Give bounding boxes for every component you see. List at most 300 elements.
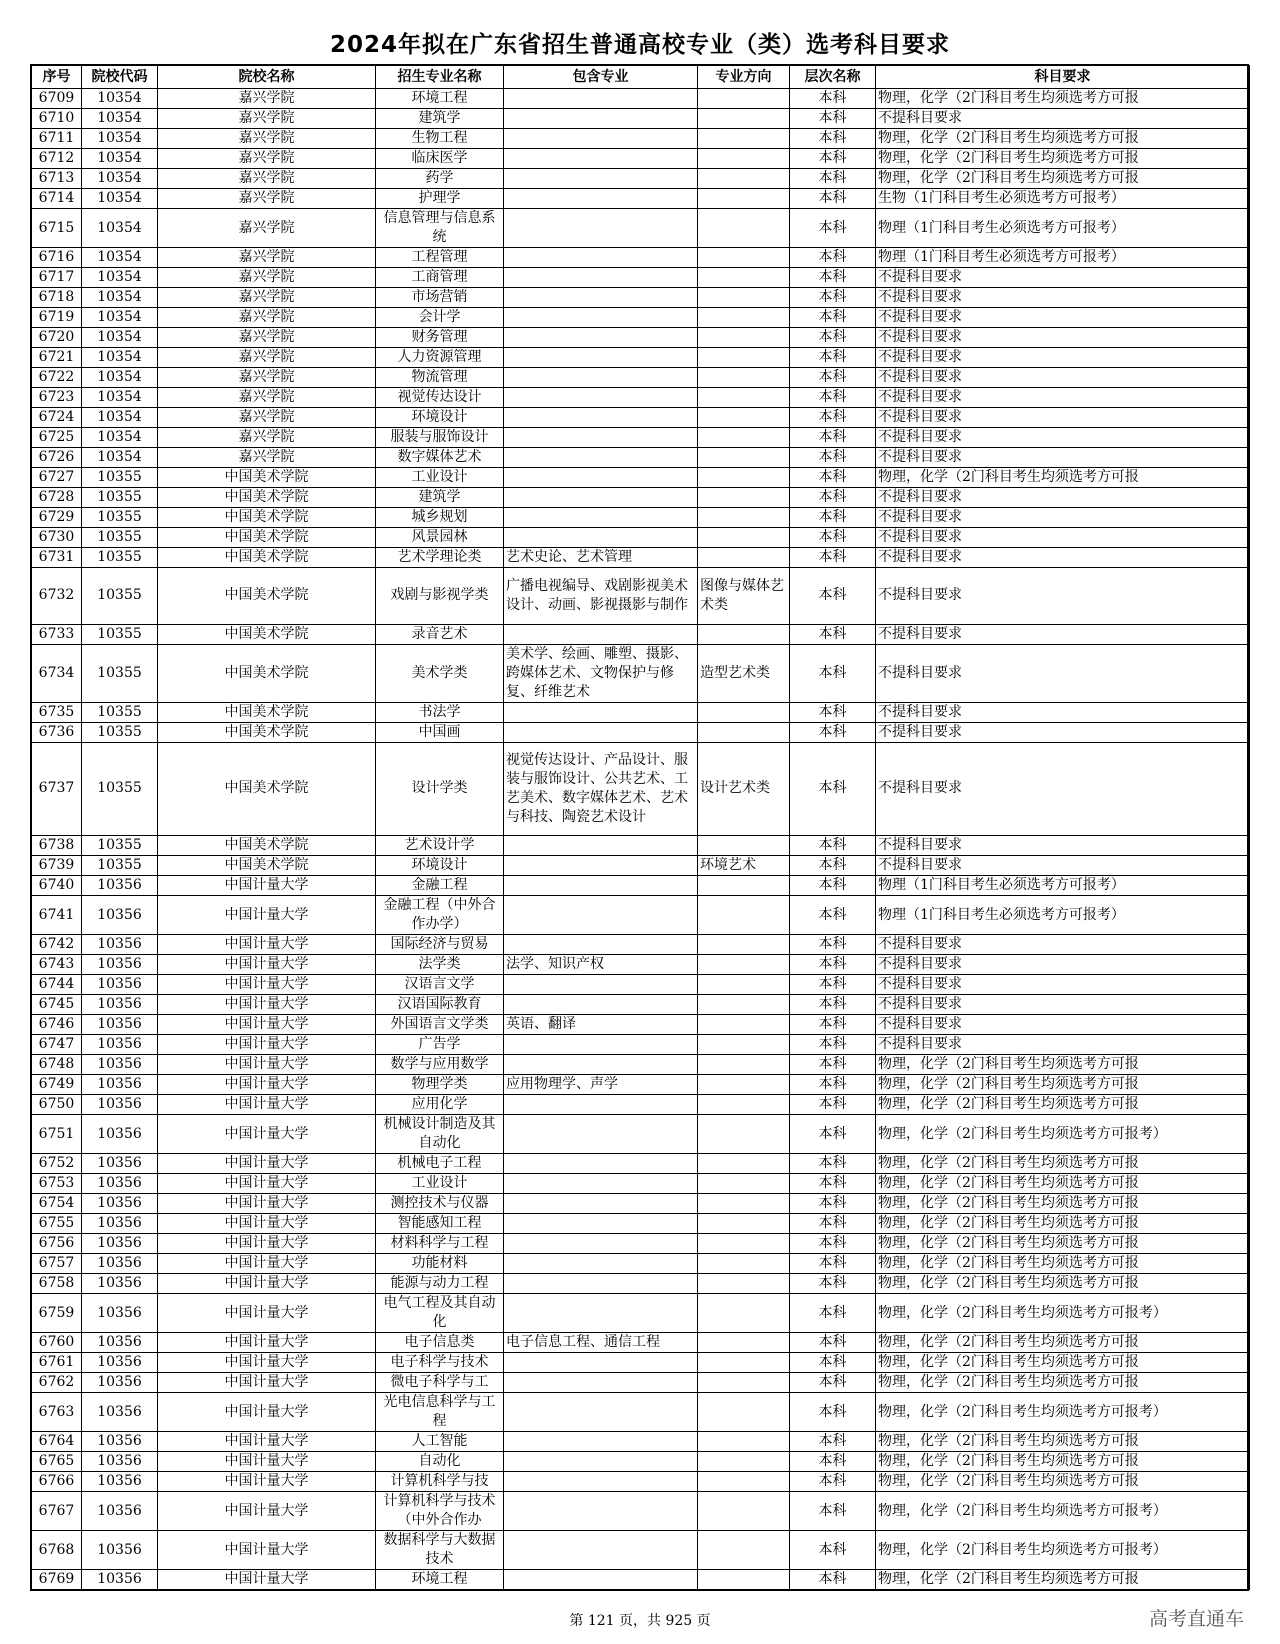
cell-level: 本科 (790, 1234, 876, 1254)
cell-school-code: 10356 (82, 1432, 158, 1452)
table-header-row (32, 66, 1250, 89)
cell-level: 本科 (790, 1373, 876, 1393)
page-title: 2024年拟在广东省招生普通高校专业（类）选考科目要求 (329, 32, 950, 58)
cell-direction (698, 308, 790, 328)
cell-seq: 6723 (32, 388, 82, 408)
cell-requirement: 不提科目要求 (876, 975, 1250, 995)
cell-school-code: 10354 (82, 448, 158, 468)
cell-school-name: 中国计量大学 (158, 1174, 376, 1194)
cell-included-majors (504, 488, 698, 508)
cell-direction (698, 1055, 790, 1075)
table-row (32, 1154, 1250, 1174)
cell-requirement: 物理，化学（2门科目考生均须选考方可报 (876, 1234, 1250, 1254)
cell-school-code: 10356 (82, 1115, 158, 1154)
cell-major-name: 设计学类 (376, 742, 504, 836)
cell-direction (698, 1353, 790, 1373)
cell-school-name: 嘉兴学院 (158, 308, 376, 328)
cell-school-code: 10354 (82, 109, 158, 129)
cell-school-code: 10355 (82, 644, 158, 702)
table-row (32, 548, 1250, 568)
cell-direction (698, 508, 790, 528)
cell-level: 本科 (790, 1254, 876, 1274)
cell-included-majors (504, 1035, 698, 1055)
cell-major-name: 测控技术与仪器 (376, 1194, 504, 1214)
cell-included-majors (504, 109, 698, 129)
table-row (32, 1015, 1250, 1035)
cell-included-majors (504, 975, 698, 995)
cell-school-code: 10355 (82, 508, 158, 528)
cell-school-code: 10356 (82, 1075, 158, 1095)
cell-requirement: 不提科目要求 (876, 268, 1250, 288)
cell-seq: 6748 (32, 1055, 82, 1075)
cell-included-majors: 法学、知识产权 (504, 955, 698, 975)
cell-level: 本科 (790, 528, 876, 548)
cell-requirement: 不提科目要求 (876, 995, 1250, 1015)
table-row (32, 1294, 1250, 1333)
table-row (32, 702, 1250, 722)
cell-school-code: 10355 (82, 624, 158, 644)
cell-school-code: 10356 (82, 1154, 158, 1174)
cell-seq: 6750 (32, 1095, 82, 1115)
table-row (32, 1492, 1250, 1531)
table-row (32, 1452, 1250, 1472)
cell-requirement: 不提科目要求 (876, 935, 1250, 955)
table-row (32, 955, 1250, 975)
cell-seq: 6759 (32, 1294, 82, 1333)
cell-included-majors (504, 368, 698, 388)
cell-level: 本科 (790, 89, 876, 109)
cell-requirement: 物理，化学（2门科目考生均须选考方可报考） (876, 1492, 1250, 1531)
cell-school-code: 10355 (82, 742, 158, 836)
table-row (32, 1254, 1250, 1274)
cell-school-name: 中国计量大学 (158, 1095, 376, 1115)
cell-school-name: 中国计量大学 (158, 1353, 376, 1373)
cell-seq: 6719 (32, 308, 82, 328)
cell-direction (698, 955, 790, 975)
cell-direction (698, 702, 790, 722)
cell-major-name: 微电子科学与工 (376, 1373, 504, 1393)
cell-level: 本科 (790, 995, 876, 1015)
table-row (32, 149, 1250, 169)
cell-major-name: 电气工程及其自动化 (376, 1294, 504, 1333)
cell-requirement: 物理，化学（2门科目考生均须选考方可报 (876, 1432, 1250, 1452)
cell-requirement: 物理，化学（2门科目考生均须选考方可报 (876, 1254, 1250, 1274)
table-row (32, 1570, 1250, 1590)
table-row (32, 268, 1250, 288)
cell-major-name: 功能材料 (376, 1254, 504, 1274)
cell-seq: 6721 (32, 348, 82, 368)
cell-level: 本科 (790, 856, 876, 876)
cell-school-code: 10354 (82, 169, 158, 189)
cell-requirement: 物理，化学（2门科目考生均须选考方可报 (876, 169, 1250, 189)
cell-seq: 6712 (32, 149, 82, 169)
cell-level: 本科 (790, 896, 876, 935)
cell-major-name: 城乡规划 (376, 508, 504, 528)
cell-school-code: 10356 (82, 1194, 158, 1214)
cell-major-name: 服装与服饰设计 (376, 428, 504, 448)
header-major-name: 招生专业名称 (376, 66, 504, 89)
cell-major-name: 信息管理与信息系统 (376, 209, 504, 248)
cell-direction (698, 1393, 790, 1432)
cell-direction (698, 189, 790, 209)
cell-major-name: 金融工程（中外合作办学） (376, 896, 504, 935)
cell-level: 本科 (790, 742, 876, 836)
cell-direction (698, 1015, 790, 1035)
cell-seq: 6768 (32, 1531, 82, 1570)
cell-school-name: 中国计量大学 (158, 1274, 376, 1294)
cell-school-code: 10354 (82, 348, 158, 368)
cell-school-code: 10354 (82, 129, 158, 149)
cell-seq: 6737 (32, 742, 82, 836)
cell-seq: 6760 (32, 1333, 82, 1353)
cell-school-name: 中国美术学院 (158, 856, 376, 876)
header-requirements: 科目要求 (876, 66, 1250, 89)
cell-school-name: 中国美术学院 (158, 644, 376, 702)
cell-school-code: 10355 (82, 722, 158, 742)
cell-level: 本科 (790, 368, 876, 388)
subject-requirements-table (31, 65, 1250, 1590)
cell-requirement: 不提科目要求 (876, 448, 1250, 468)
cell-major-name: 人力资源管理 (376, 348, 504, 368)
cell-school-code: 10354 (82, 368, 158, 388)
cell-major-name: 环境设计 (376, 856, 504, 876)
cell-level: 本科 (790, 955, 876, 975)
cell-direction (698, 1373, 790, 1393)
table-row (32, 935, 1250, 955)
cell-school-name: 中国计量大学 (158, 876, 376, 896)
cell-school-code: 10356 (82, 1492, 158, 1531)
cell-included-majors: 应用物理学、声学 (504, 1075, 698, 1095)
cell-requirement: 物理（1门科目考生必须选考方可报考） (876, 248, 1250, 268)
cell-level: 本科 (790, 1075, 876, 1095)
cell-included-majors (504, 129, 698, 149)
table-row (32, 408, 1250, 428)
cell-requirement: 不提科目要求 (876, 408, 1250, 428)
cell-direction (698, 1035, 790, 1055)
cell-major-name: 生物工程 (376, 129, 504, 149)
cell-direction (698, 624, 790, 644)
cell-included-majors (504, 1472, 698, 1492)
cell-included-majors: 电子信息工程、通信工程 (504, 1333, 698, 1353)
cell-requirement: 不提科目要求 (876, 508, 1250, 528)
cell-requirement: 物理，化学（2门科目考生均须选考方可报考） (876, 1393, 1250, 1432)
cell-requirement: 不提科目要求 (876, 328, 1250, 348)
cell-requirement: 物理，化学（2门科目考生均须选考方可报 (876, 1333, 1250, 1353)
table-row (32, 508, 1250, 528)
cell-seq: 6734 (32, 644, 82, 702)
cell-school-code: 10355 (82, 702, 158, 722)
cell-school-code: 10354 (82, 149, 158, 169)
cell-requirement: 物理，化学（2门科目考生均须选考方可报 (876, 129, 1250, 149)
cell-level: 本科 (790, 1294, 876, 1333)
cell-major-name: 录音艺术 (376, 624, 504, 644)
cell-direction (698, 268, 790, 288)
cell-direction: 设计艺术类 (698, 742, 790, 836)
cell-major-name: 计算机科学与技术（中外合作办 (376, 1492, 504, 1531)
table-row (32, 528, 1250, 548)
cell-included-majors (504, 1570, 698, 1590)
cell-seq: 6738 (32, 836, 82, 856)
cell-included-majors (504, 1432, 698, 1452)
cell-level: 本科 (790, 408, 876, 428)
cell-seq: 6724 (32, 408, 82, 428)
cell-seq: 6741 (32, 896, 82, 935)
cell-school-name: 嘉兴学院 (158, 248, 376, 268)
cell-direction (698, 408, 790, 428)
cell-direction (698, 975, 790, 995)
cell-direction (698, 1154, 790, 1174)
cell-school-name: 中国计量大学 (158, 955, 376, 975)
cell-seq: 6751 (32, 1115, 82, 1154)
cell-direction (698, 1432, 790, 1452)
cell-major-name: 建筑学 (376, 488, 504, 508)
table-row (32, 1214, 1250, 1234)
cell-school-name: 嘉兴学院 (158, 428, 376, 448)
cell-school-name: 中国计量大学 (158, 1234, 376, 1254)
cell-direction (698, 1075, 790, 1095)
table-row (32, 169, 1250, 189)
cell-major-name: 国际经济与贸易 (376, 935, 504, 955)
cell-level: 本科 (790, 288, 876, 308)
cell-major-name: 物流管理 (376, 368, 504, 388)
cell-requirement: 不提科目要求 (876, 1035, 1250, 1055)
cell-school-name: 中国计量大学 (158, 1452, 376, 1472)
cell-direction (698, 388, 790, 408)
cell-school-code: 10354 (82, 388, 158, 408)
cell-major-name: 材料科学与工程 (376, 1234, 504, 1254)
header-included-majors: 包含专业 (504, 66, 698, 89)
cell-school-name: 嘉兴学院 (158, 189, 376, 209)
cell-level: 本科 (790, 1095, 876, 1115)
cell-direction (698, 1333, 790, 1353)
cell-requirement: 不提科目要求 (876, 528, 1250, 548)
cell-requirement: 不提科目要求 (876, 702, 1250, 722)
cell-direction (698, 1254, 790, 1274)
cell-included-majors: 视觉传达设计、产品设计、服装与服饰设计、公共艺术、工艺美术、数字媒体艺术、艺术与科技、陶瓷艺术设计 (504, 742, 698, 836)
cell-level: 本科 (790, 248, 876, 268)
cell-school-name: 嘉兴学院 (158, 129, 376, 149)
cell-included-majors (504, 1234, 698, 1254)
cell-major-name: 中国画 (376, 722, 504, 742)
table-row (32, 428, 1250, 448)
cell-school-name: 中国计量大学 (158, 1035, 376, 1055)
cell-included-majors (504, 428, 698, 448)
cell-seq: 6749 (32, 1075, 82, 1095)
table-row (32, 1075, 1250, 1095)
cell-direction (698, 1095, 790, 1115)
table-row (32, 189, 1250, 209)
cell-level: 本科 (790, 1115, 876, 1154)
cell-school-code: 10354 (82, 328, 158, 348)
cell-level: 本科 (790, 268, 876, 288)
cell-included-majors (504, 468, 698, 488)
cell-seq: 6752 (32, 1154, 82, 1174)
cell-direction (698, 1492, 790, 1531)
cell-school-name: 中国计量大学 (158, 1015, 376, 1035)
cell-school-name: 中国美术学院 (158, 468, 376, 488)
cell-seq: 6713 (32, 169, 82, 189)
cell-requirement: 物理，化学（2门科目考生均须选考方可报 (876, 1452, 1250, 1472)
cell-requirement: 不提科目要求 (876, 348, 1250, 368)
cell-school-code: 10356 (82, 1393, 158, 1432)
cell-school-name: 嘉兴学院 (158, 348, 376, 368)
cell-school-name: 中国计量大学 (158, 1194, 376, 1214)
cell-direction (698, 348, 790, 368)
table-row (32, 248, 1250, 268)
cell-school-code: 10356 (82, 896, 158, 935)
cell-direction (698, 209, 790, 248)
cell-major-name: 药学 (376, 169, 504, 189)
cell-major-name: 工商管理 (376, 268, 504, 288)
cell-seq: 6735 (32, 702, 82, 722)
cell-seq: 6733 (32, 624, 82, 644)
cell-school-name: 中国计量大学 (158, 1492, 376, 1531)
cell-seq: 6731 (32, 548, 82, 568)
cell-school-code: 10356 (82, 1174, 158, 1194)
cell-school-name: 中国美术学院 (158, 568, 376, 625)
table-row (32, 1274, 1250, 1294)
cell-major-name: 光电信息科学与工程 (376, 1393, 504, 1432)
cell-major-name: 外国语言文学类 (376, 1015, 504, 1035)
cell-major-name: 环境工程 (376, 1570, 504, 1590)
cell-seq: 6746 (32, 1015, 82, 1035)
cell-school-name: 中国美术学院 (158, 702, 376, 722)
cell-direction (698, 1570, 790, 1590)
cell-direction (698, 876, 790, 896)
cell-level: 本科 (790, 1452, 876, 1472)
cell-school-code: 10356 (82, 1452, 158, 1472)
cell-school-code: 10356 (82, 955, 158, 975)
cell-direction (698, 248, 790, 268)
cell-school-name: 中国美术学院 (158, 548, 376, 568)
cell-included-majors (504, 248, 698, 268)
cell-requirement: 物理，化学（2门科目考生均须选考方可报考） (876, 1531, 1250, 1570)
cell-level: 本科 (790, 488, 876, 508)
cell-direction (698, 448, 790, 468)
cell-major-name: 自动化 (376, 1452, 504, 1472)
cell-direction (698, 368, 790, 388)
cell-school-code: 10356 (82, 975, 158, 995)
cell-level: 本科 (790, 448, 876, 468)
cell-requirement: 物理，化学（2门科目考生均须选考方可报 (876, 1095, 1250, 1115)
cell-major-name: 能源与动力工程 (376, 1274, 504, 1294)
cell-requirement: 不提科目要求 (876, 624, 1250, 644)
cell-level: 本科 (790, 189, 876, 209)
cell-major-name: 汉语言文学 (376, 975, 504, 995)
cell-direction: 环境艺术 (698, 856, 790, 876)
cell-seq: 6739 (32, 856, 82, 876)
cell-level: 本科 (790, 568, 876, 625)
cell-requirement: 不提科目要求 (876, 742, 1250, 836)
cell-requirement: 物理（1门科目考生必须选考方可报考） (876, 876, 1250, 896)
table-row (32, 836, 1250, 856)
cell-school-code: 10354 (82, 408, 158, 428)
cell-level: 本科 (790, 209, 876, 248)
cell-school-code: 10355 (82, 488, 158, 508)
cell-direction: 造型艺术类 (698, 644, 790, 702)
cell-direction (698, 1115, 790, 1154)
cell-school-name: 中国美术学院 (158, 742, 376, 836)
cell-included-majors (504, 89, 698, 109)
cell-seq: 6727 (32, 468, 82, 488)
cell-school-code: 10356 (82, 1472, 158, 1492)
cell-school-name: 中国计量大学 (158, 1393, 376, 1432)
table-row (32, 876, 1250, 896)
cell-direction (698, 896, 790, 935)
cell-included-majors (504, 1214, 698, 1234)
cell-included-majors (504, 508, 698, 528)
cell-school-name: 中国计量大学 (158, 1115, 376, 1154)
cell-school-code: 10356 (82, 1353, 158, 1373)
cell-included-majors (504, 528, 698, 548)
cell-school-code: 10356 (82, 1531, 158, 1570)
cell-requirement: 物理（1门科目考生必须选考方可报考） (876, 896, 1250, 935)
cell-level: 本科 (790, 722, 876, 742)
table-row (32, 129, 1250, 149)
cell-school-name: 嘉兴学院 (158, 169, 376, 189)
cell-major-name: 应用化学 (376, 1095, 504, 1115)
cell-requirement: 物理，化学（2门科目考生均须选考方可报 (876, 1174, 1250, 1194)
cell-included-majors (504, 1294, 698, 1333)
cell-seq: 6745 (32, 995, 82, 1015)
cell-included-majors (504, 1154, 698, 1174)
cell-direction (698, 109, 790, 129)
cell-included-majors (504, 1095, 698, 1115)
cell-level: 本科 (790, 1333, 876, 1353)
cell-school-name: 中国计量大学 (158, 935, 376, 955)
cell-school-name: 中国计量大学 (158, 1055, 376, 1075)
table-row (32, 288, 1250, 308)
cell-school-name: 中国计量大学 (158, 1214, 376, 1234)
cell-seq: 6757 (32, 1254, 82, 1274)
table-row (32, 209, 1250, 248)
cell-school-name: 中国计量大学 (158, 1154, 376, 1174)
cell-major-name: 数据科学与大数据技术 (376, 1531, 504, 1570)
cell-included-majors (504, 836, 698, 856)
cell-direction (698, 169, 790, 189)
cell-major-name: 书法学 (376, 702, 504, 722)
cell-direction (698, 488, 790, 508)
cell-seq: 6758 (32, 1274, 82, 1294)
cell-major-name: 电子信息类 (376, 1333, 504, 1353)
cell-school-name: 嘉兴学院 (158, 368, 376, 388)
table-row (32, 568, 1250, 625)
header-school-name: 院校名称 (158, 66, 376, 89)
cell-level: 本科 (790, 1154, 876, 1174)
cell-school-name: 嘉兴学院 (158, 209, 376, 248)
cell-school-code: 10354 (82, 209, 158, 248)
cell-level: 本科 (790, 149, 876, 169)
cell-included-majors (504, 856, 698, 876)
cell-school-name: 中国美术学院 (158, 624, 376, 644)
cell-major-name: 智能感知工程 (376, 1214, 504, 1234)
cell-included-majors (504, 1452, 698, 1472)
table-row (32, 388, 1250, 408)
cell-seq: 6715 (32, 209, 82, 248)
cell-seq: 6754 (32, 1194, 82, 1214)
cell-school-name: 中国美术学院 (158, 488, 376, 508)
cell-included-majors: 广播电视编导、戏剧影视美术设计、动画、影视摄影与制作 (504, 568, 698, 625)
cell-level: 本科 (790, 388, 876, 408)
table-row (32, 448, 1250, 468)
cell-major-name: 工业设计 (376, 1174, 504, 1194)
cell-major-name: 数学与应用数学 (376, 1055, 504, 1075)
cell-requirement: 物理，化学（2门科目考生均须选考方可报 (876, 468, 1250, 488)
table-row (32, 1531, 1250, 1570)
cell-seq: 6709 (32, 89, 82, 109)
cell-level: 本科 (790, 1174, 876, 1194)
cell-seq: 6722 (32, 368, 82, 388)
